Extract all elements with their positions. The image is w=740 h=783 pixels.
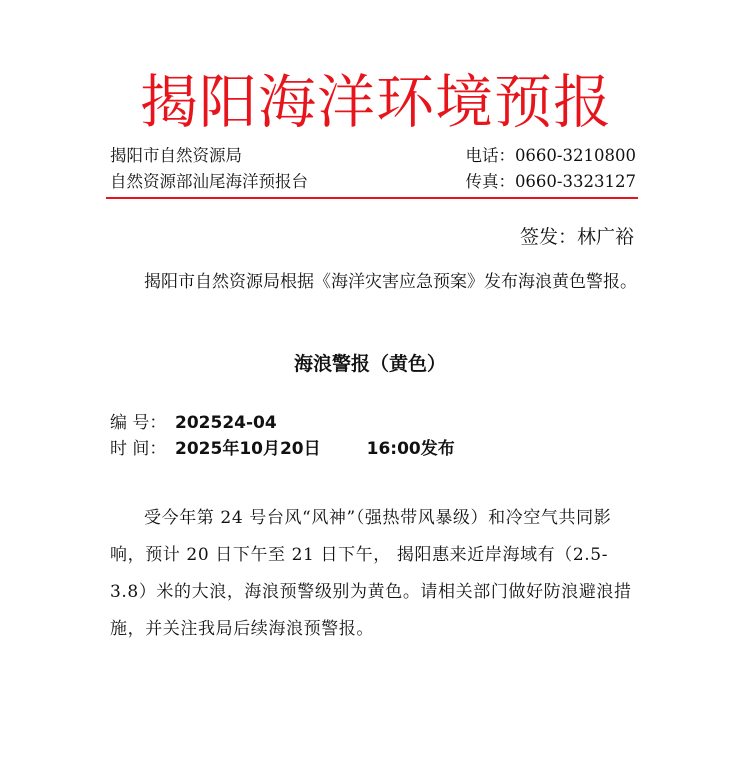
issuer-org-2: 自然资源部汕尾海洋预报台 xyxy=(110,172,308,191)
warning-body: 受今年第 24 号台风“风神”（强热带风暴级）和冷空气共同影响，预计 20 日下午至 21 日下午， 揭阳惠来近岸海域有（2.5-3.8）米的大浪，海浪预警级别为黄色。请相关部门做好防浪避浪措施，并关注我局后续海浪预警报。 xyxy=(110,508,632,639)
warning-number-row xyxy=(110,410,277,436)
signer: 签发：林广裕 xyxy=(519,226,634,248)
phone-number: 电话：0660-3210800 xyxy=(465,146,636,165)
warning-time-label: 时 间： xyxy=(110,439,167,459)
warning-issue-time: 16:00发布 xyxy=(366,439,455,459)
masthead-title: 揭阳海洋环境预报 xyxy=(140,68,613,136)
warning-number: 202524-04 xyxy=(175,413,277,433)
header-divider xyxy=(106,197,638,199)
warning-time-row xyxy=(110,436,455,462)
issuer-block xyxy=(110,143,308,195)
warning-date: 2025年10月20日 xyxy=(175,439,321,459)
intro-paragraph: 揭阳市自然资源局根据《海洋灾害应急预案》发布海浪黄色警报。 xyxy=(144,272,637,292)
fax-number: 传真：0660-3323127 xyxy=(465,172,636,191)
contact-block xyxy=(465,143,636,195)
issuer-org-1: 揭阳市自然资源局 xyxy=(110,146,242,165)
warning-number-label: 编 号： xyxy=(110,413,167,433)
warning-title: 海浪警报（黄色） xyxy=(293,353,446,375)
